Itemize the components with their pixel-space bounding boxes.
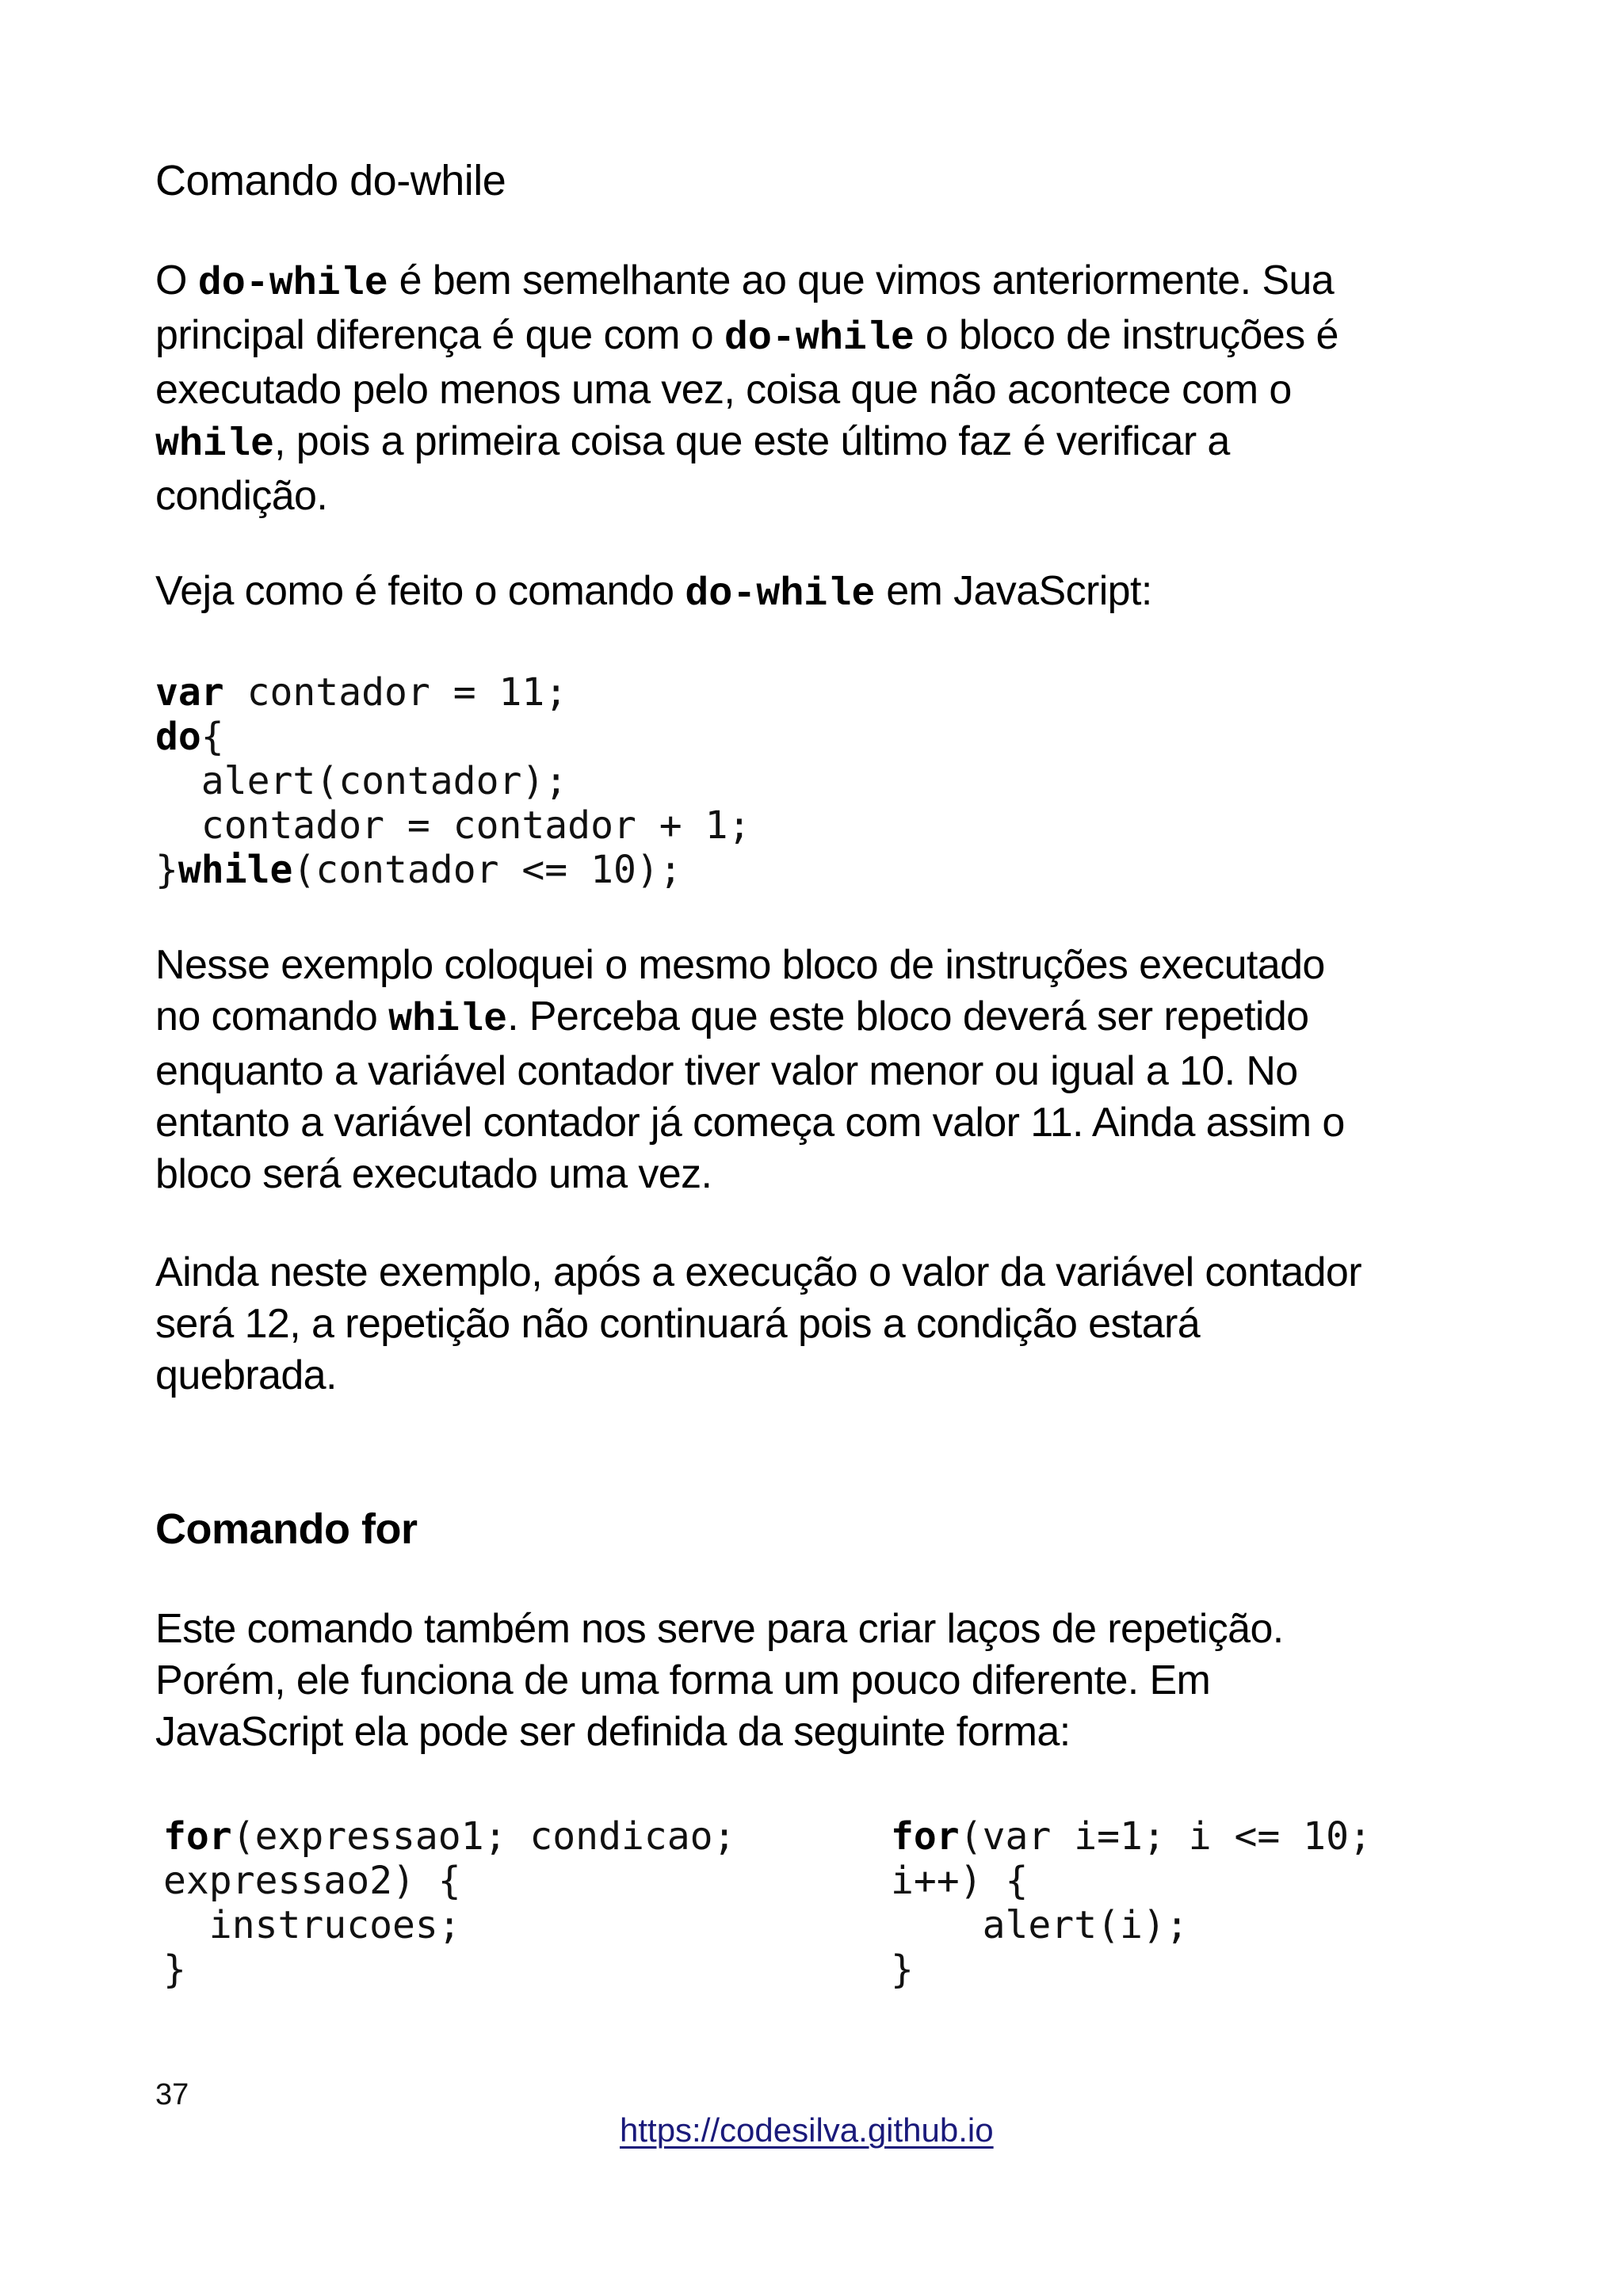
code-keyword: for	[163, 1814, 232, 1859]
text-line	[155, 1604, 1487, 1655]
inline-code: do-while	[724, 316, 915, 361]
text-run: Este comando também nos serve para criar laços de repetição.	[155, 1606, 1284, 1652]
text-line	[155, 1350, 1487, 1402]
code-text: i++) {	[891, 1859, 1029, 1903]
text-run: é bem semelhante ao que vimos anteriormente. Sua	[388, 257, 1335, 303]
text-line	[155, 566, 1487, 620]
code-block-for-example	[891, 1814, 1372, 1992]
text-run: condição.	[155, 473, 328, 519]
text-run: bloco será executado uma vez.	[155, 1151, 712, 1197]
text-run: em JavaScript:	[875, 568, 1152, 614]
code-text: alert(i);	[891, 1903, 1189, 1947]
paragraph-for-intro	[155, 1604, 1487, 1758]
inline-code: do-while	[197, 261, 388, 307]
text-line	[155, 471, 1487, 522]
text-run: O	[155, 257, 198, 303]
code-line	[163, 1814, 735, 1859]
text-line	[155, 310, 1487, 364]
code-line	[155, 848, 750, 892]
code-line	[163, 1947, 735, 1992]
code-text: }	[163, 1947, 186, 1992]
inline-code: while	[388, 997, 508, 1043]
inline-code: while	[155, 422, 275, 467]
heading-for: Comando for	[155, 1505, 418, 1553]
text-line	[155, 940, 1487, 991]
code-text: instrucoes;	[163, 1903, 461, 1947]
text-run: quebrada.	[155, 1352, 337, 1398]
text-line	[155, 1707, 1487, 1758]
text-line	[155, 1046, 1487, 1097]
code-line	[891, 1947, 1372, 1992]
text-run: será 12, a repetição não continuará pois a condição estará	[155, 1301, 1201, 1347]
code-text: expressao2) {	[163, 1859, 461, 1903]
code-block-for-syntax	[163, 1814, 735, 1992]
text-line	[155, 991, 1487, 1046]
page-number: 37	[155, 2078, 189, 2111]
text-line	[155, 1149, 1487, 1200]
text-run: principal diferença é que com o	[155, 312, 724, 358]
code-text: }	[155, 848, 178, 892]
heading-do-while: Comando do-while	[155, 157, 506, 204]
paragraph-do-while-explanation-1	[155, 940, 1487, 1200]
code-keyword: do	[155, 715, 201, 759]
footer-website-link[interactable]: https://codesilva.github.io	[620, 2111, 994, 2149]
text-line	[155, 255, 1487, 310]
code-line	[155, 803, 750, 848]
code-text: }	[891, 1947, 914, 1992]
text-run: , pois a primeira coisa que este último faz é verificar a	[274, 418, 1230, 464]
text-run: . Perceba que este bloco deverá ser repetido	[507, 994, 1309, 1039]
text-run: Nesse exemplo coloquei o mesmo bloco de instruções executado	[155, 942, 1325, 988]
paragraph-do-while-explanation-2	[155, 1247, 1487, 1402]
code-keyword: while	[178, 848, 293, 892]
code-text: alert(contador);	[155, 759, 568, 803]
paragraph-do-while-intro	[155, 255, 1487, 522]
code-text: (var i=1; i <= 10;	[959, 1814, 1372, 1859]
code-line	[155, 759, 750, 803]
inline-code: do-while	[685, 572, 876, 617]
text-run: Veja como é feito o comando	[155, 568, 685, 614]
text-line	[155, 1247, 1487, 1299]
paragraph-do-while-lead-in	[155, 566, 1487, 620]
text-run: Ainda neste exemplo, após a execução o valor da variável contador	[155, 1249, 1361, 1295]
text-run: enquanto a variável contador tiver valor menor ou igual a 10. No	[155, 1048, 1298, 1094]
text-run: no comando	[155, 994, 389, 1039]
text-run: entanto a variável contador já começa com valor 11. Ainda assim o	[155, 1100, 1345, 1146]
code-text: (expressao1; condicao;	[231, 1814, 736, 1859]
code-line	[155, 715, 750, 759]
text-run: JavaScript ela pode ser definida da seguinte forma:	[155, 1709, 1071, 1755]
code-line	[163, 1859, 735, 1903]
code-line	[155, 670, 750, 715]
code-line	[891, 1814, 1372, 1859]
code-keyword: for	[891, 1814, 960, 1859]
code-line	[891, 1859, 1372, 1903]
text-line	[155, 1299, 1487, 1350]
text-line	[155, 1097, 1487, 1149]
code-line	[163, 1903, 735, 1947]
text-run: executado pelo menos uma vez, coisa que não acontece com o	[155, 367, 1292, 413]
code-text: (contador <= 10);	[292, 848, 682, 892]
text-line	[155, 416, 1487, 471]
code-line	[891, 1903, 1372, 1947]
code-text: contador = contador + 1;	[155, 803, 751, 848]
text-line	[155, 1655, 1487, 1707]
code-block-do-while	[155, 670, 750, 892]
text-line	[155, 364, 1487, 416]
text-run: Porém, ele funciona de uma forma um pouco diferente. Em	[155, 1657, 1211, 1703]
code-text: {	[200, 715, 224, 759]
code-keyword: var	[155, 670, 224, 715]
text-run: o bloco de instruções é	[914, 312, 1338, 358]
code-text: contador = 11;	[223, 670, 568, 715]
